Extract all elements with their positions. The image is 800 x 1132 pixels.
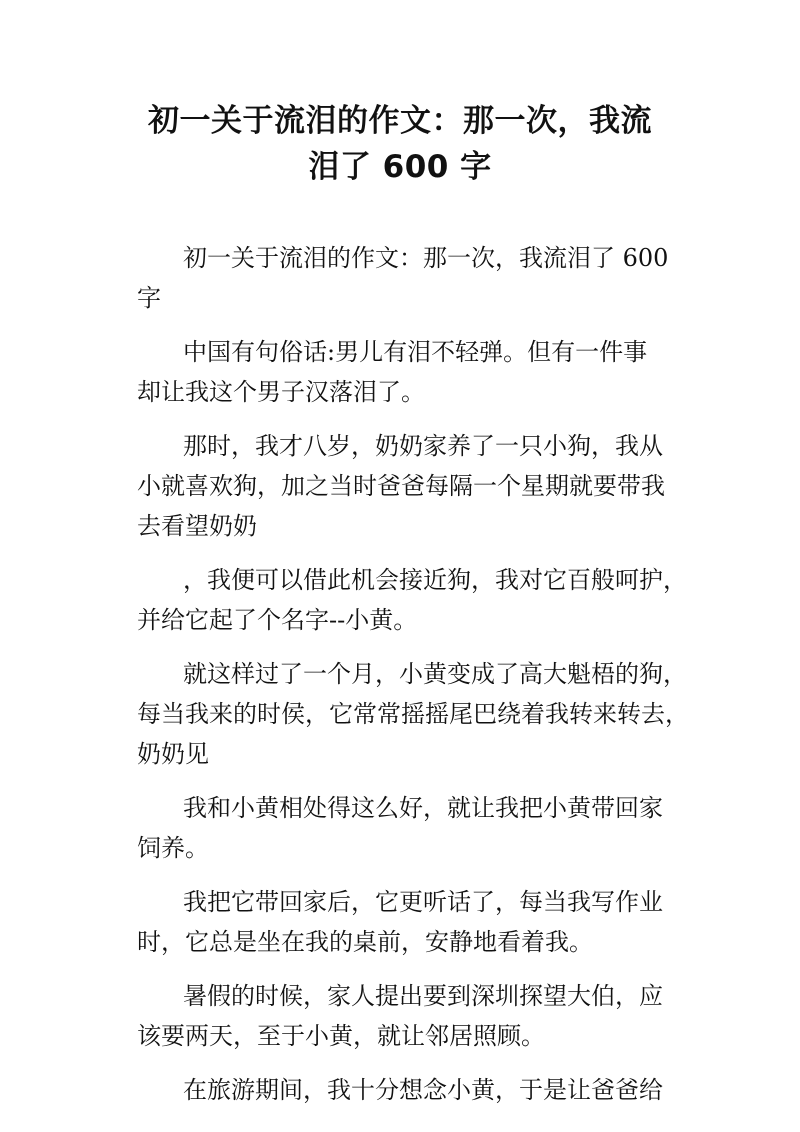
- text-line: 时，它总是坐在我的桌前，安静地看着我。: [137, 928, 593, 956]
- paragraph: [137, 238, 667, 318]
- text-line: 并给它起了个名字--小黄。: [137, 606, 418, 634]
- text-line: 每当我来的时侯，它常常摇摇尾巴绕着我转来转去，: [137, 700, 689, 728]
- text-line: 却让我这个男子汉落泪了。: [137, 378, 425, 406]
- text-line: 暑假的时候，家人提出要到深圳探望大伯，应: [183, 982, 663, 1010]
- text-line: 饲养。: [137, 834, 209, 862]
- paragraph: [137, 788, 667, 868]
- document-title: [100, 98, 700, 190]
- text-line: 就这样过了一个月，小黄变成了高大魁梧的狗，: [183, 660, 687, 688]
- text-line: 在旅游期间，我十分想念小黄，于是让爸爸给: [183, 1076, 663, 1104]
- text-line: 初一关于流泪的作文：那一次，我流泪了 600: [183, 244, 669, 272]
- text-line: 奶奶见: [137, 740, 209, 768]
- text-line: 我把它带回家后，它更听话了，每当我写作业: [183, 888, 663, 916]
- paragraph: [137, 882, 667, 962]
- title-line: 泪了 600 字: [308, 149, 492, 185]
- paragraph: [137, 1070, 667, 1110]
- paragraph: [137, 426, 667, 546]
- text-line: ，我便可以借此机会接近狗，我对它百般呵护，: [183, 566, 687, 594]
- document-body: [137, 238, 689, 1124]
- text-line: 去看望奶奶: [137, 512, 257, 540]
- text-line: 小就喜欢狗，加之当时爸爸每隔一个星期就要带我: [137, 472, 665, 500]
- paragraph: [137, 976, 667, 1056]
- paragraph: [137, 654, 689, 774]
- text-line: 该要两天，至于小黄，就让邻居照顾。: [137, 1022, 545, 1050]
- text-line: 那时，我才八岁，奶奶家养了一只小狗，我从: [183, 432, 663, 460]
- text-line: 字: [137, 284, 161, 312]
- paragraph: [137, 332, 667, 412]
- paragraph: [137, 560, 687, 640]
- title-line: 初一关于流泪的作文：那一次，我流: [148, 103, 652, 139]
- text-line: 中国有句俗话:男儿有泪不轻弹。但有一件事: [183, 338, 648, 366]
- text-line: 我和小黄相处得这么好，就让我把小黄带回家: [183, 794, 663, 822]
